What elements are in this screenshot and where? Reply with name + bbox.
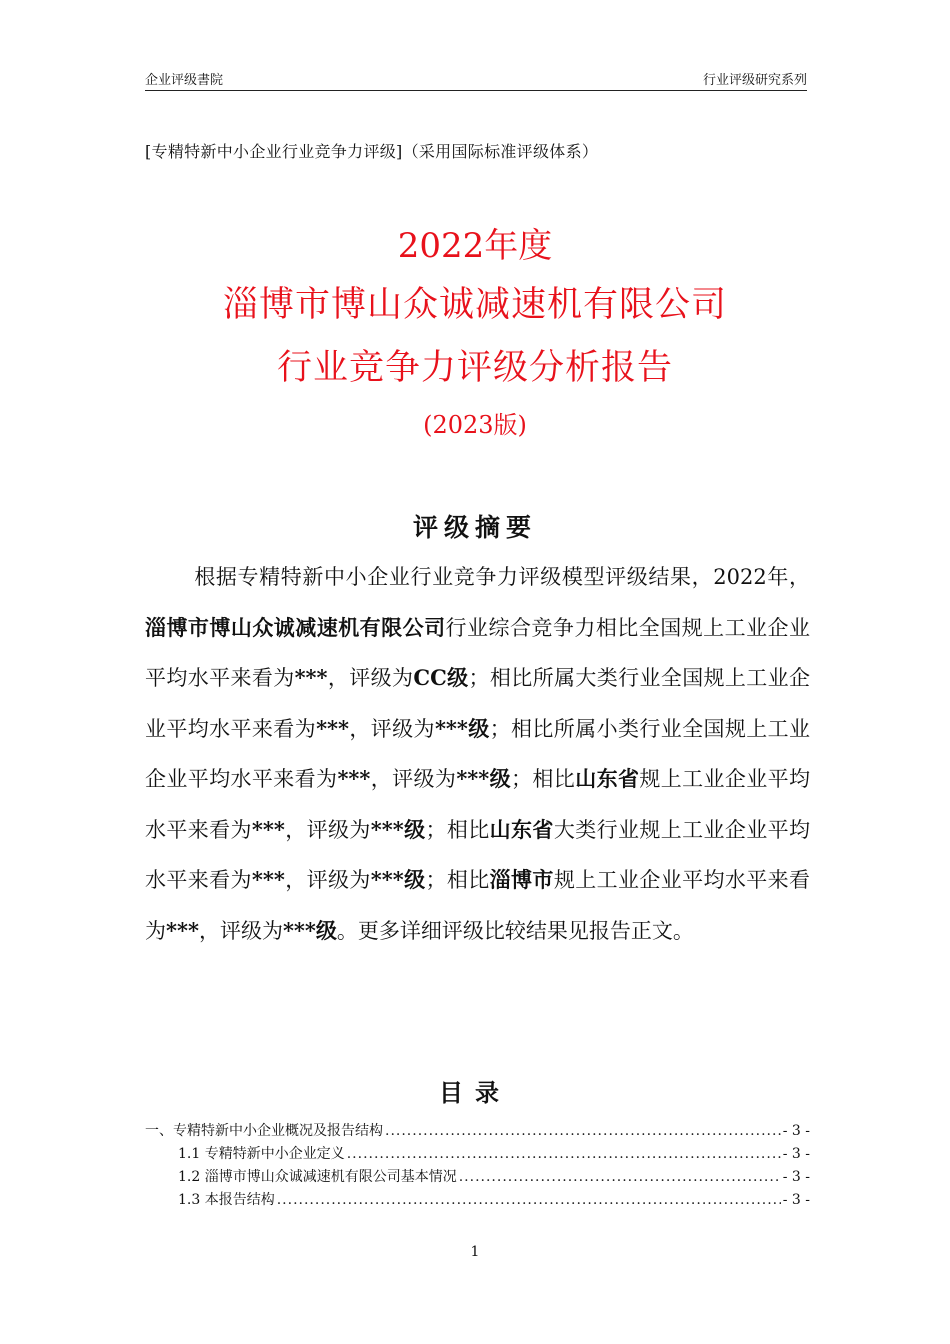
summary-emphasis: 山东省 <box>489 816 554 842</box>
header-publisher: 企业评级書院 <box>145 73 224 88</box>
summary-text: ；相比 <box>425 868 490 892</box>
title-report: 行业竞争力评级分析报告 <box>276 348 673 388</box>
summary-text: ，评级为 <box>370 767 457 791</box>
toc-dot-leader <box>347 1143 781 1166</box>
summary-emphasis: *** <box>294 665 328 690</box>
toc-entry-page: - 3 - <box>782 1169 810 1185</box>
summary-heading: 评级摘要 <box>412 513 537 542</box>
series-line: [专精特新中小企业行业竞争力评级]（采用国际标准评级体系） <box>145 142 599 161</box>
toc-entry-page: - 3 - <box>782 1192 810 1208</box>
toc-entry[interactable] <box>145 1189 810 1212</box>
page-header <box>145 68 807 91</box>
toc-entry-label: 1.2 淄博市博山众诚减速机有限公司基本情况 <box>178 1169 457 1185</box>
summary-text: 根据专精特新中小企业行业竞争力评级模型评级结果，2022年， <box>194 565 810 589</box>
summary-text: 大类行业规上工业企业平均水平来看为 <box>145 817 811 892</box>
toc-dot-leader <box>385 1120 781 1143</box>
summary-emphasis: *** <box>251 867 285 892</box>
toc-entry-page: - 3 - <box>782 1123 810 1139</box>
summary-text: ，评级为 <box>327 666 414 690</box>
summary-emphasis: *** <box>251 816 285 842</box>
toc-dot-leader <box>277 1189 781 1212</box>
summary-paragraph <box>145 553 810 956</box>
toc-entry-label: 1.1 专精特新中小企业定义 <box>178 1146 345 1162</box>
summary-emphasis: 淄博市博山众诚减速机有限公司 <box>145 614 446 640</box>
summary-emphasis: ***级 <box>282 917 337 943</box>
summary-emphasis: 淄博市 <box>489 867 554 892</box>
summary-text: 行业综合竞争力相比全国规上工业企业平均水平来看为 <box>145 615 811 690</box>
summary-text: ；相比 <box>511 767 576 791</box>
title-edition: (2023版) <box>423 411 527 439</box>
toc-entry[interactable] <box>145 1143 810 1166</box>
summary-text: 规上工业企业平均水平来看为 <box>145 767 811 842</box>
summary-emphasis: *** <box>337 766 371 791</box>
page-number: 1 <box>470 1244 480 1260</box>
summary-text: ；相比所属小类行业全国规上工业企业平均水平来看为 <box>145 716 811 791</box>
summary-body <box>145 565 810 943</box>
table-of-contents <box>145 1120 810 1212</box>
toc-entry-label: 一、专精特新中小企业概况及报告结构 <box>145 1123 383 1139</box>
summary-emphasis: ***级 <box>434 715 490 741</box>
toc-entry[interactable] <box>145 1166 810 1189</box>
summary-text: ，评级为 <box>349 716 435 741</box>
summary-text: ，评级为 <box>198 918 283 943</box>
toc-entry-page: - 3 - <box>782 1146 810 1162</box>
toc-dot-leader <box>459 1166 781 1189</box>
toc-heading: 目录 <box>439 1079 511 1107</box>
summary-text: ；相比 <box>425 817 490 842</box>
summary-emphasis: ***级 <box>370 816 426 842</box>
summary-text: 规上工业企业平均水平来看为 <box>145 868 811 943</box>
summary-emphasis: *** <box>166 917 199 943</box>
summary-emphasis: *** <box>316 715 350 741</box>
summary-emphasis: 山东省 <box>575 766 640 791</box>
summary-text: ；相比所属大类行业全国规上工业企业平均水平来看为 <box>145 666 811 741</box>
toc-entry-label: 1.3 本报告结构 <box>178 1192 275 1208</box>
summary-emphasis: CC级 <box>413 665 469 690</box>
summary-emphasis: ***级 <box>456 766 512 791</box>
title-company: 淄博市博山众诚减速机有限公司 <box>222 285 727 325</box>
summary-text: ，评级为 <box>284 868 371 892</box>
header-series: 行业评级研究系列 <box>702 73 807 88</box>
summary-emphasis: ***级 <box>370 867 426 892</box>
summary-text: ，评级为 <box>284 817 371 842</box>
summary-text: 。更多详细评级比较结果见报告正文。 <box>336 918 694 943</box>
toc-entry[interactable] <box>145 1120 810 1143</box>
title-year: 2022年度 <box>397 226 553 266</box>
